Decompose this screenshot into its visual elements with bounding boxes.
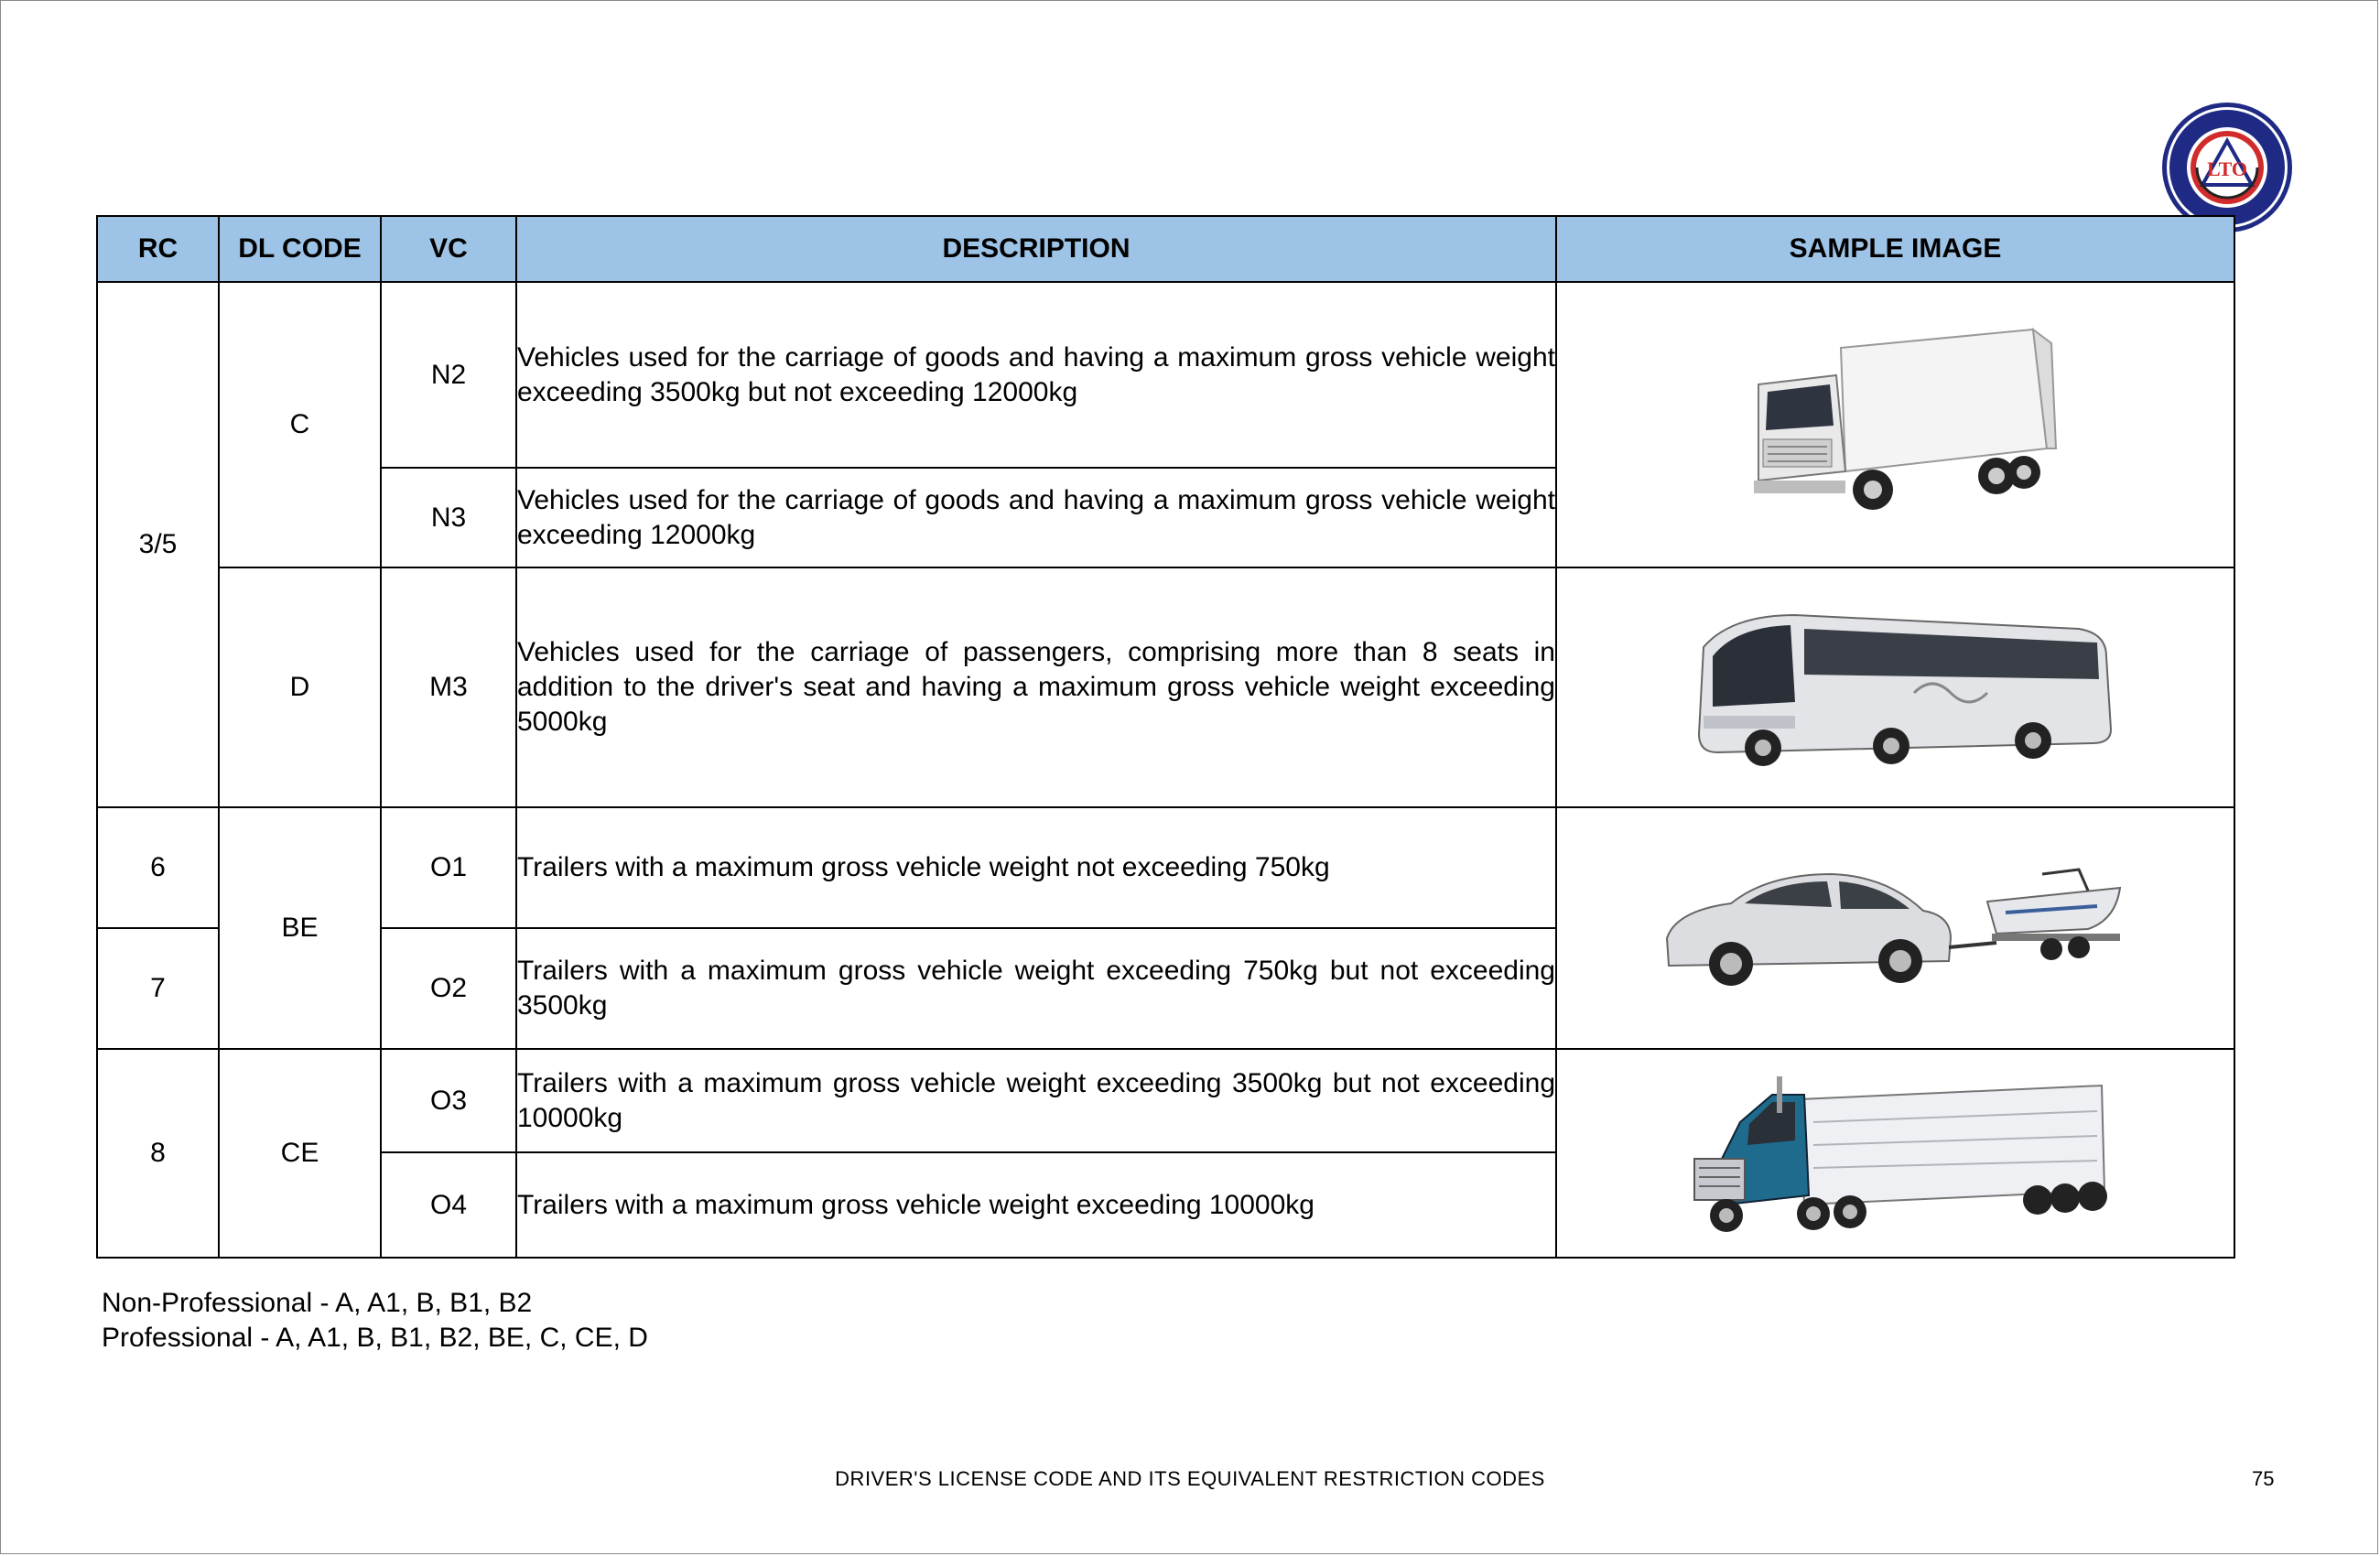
header-rc: RC (97, 216, 219, 282)
table-header-row (97, 216, 2234, 282)
vc-cell: M3 (381, 567, 516, 807)
rc-cell: 6 (97, 807, 219, 928)
sample-image-car-trailer (1556, 807, 2234, 1049)
description-cell: Vehicles used for the carriage of passengers, comprising more than 8 seats in addition to the driver's seat and having a maximum gross vehicle weight exceeding 5000kg (516, 567, 1556, 807)
semi-truck-image (1676, 1058, 2115, 1241)
table-row (97, 807, 2234, 928)
description-cell: Trailers with a maximum gross vehicle weight exceeding 3500kg but not exceeding 10000kg (516, 1049, 1556, 1152)
description-cell: Trailers with a maximum gross vehicle weight not exceeding 750kg (516, 807, 1556, 928)
vc-cell: O2 (381, 928, 516, 1049)
vc-cell: O3 (381, 1049, 516, 1152)
vc-cell: O4 (381, 1152, 516, 1258)
header-sample-image: SAMPLE IMAGE (1556, 216, 2234, 282)
restriction-code-table (96, 215, 2235, 1259)
description-cell: Trailers with a maximum gross vehicle weight exceeding 10000kg (516, 1152, 1556, 1258)
sample-image-semi-truck (1556, 1049, 2234, 1258)
rc-cell: 8 (97, 1049, 219, 1258)
svg-text:LTO: LTO (2206, 157, 2248, 180)
sample-image-box-truck (1556, 282, 2234, 567)
dl-code-cell: BE (219, 807, 381, 1049)
header-description: DESCRIPTION (516, 216, 1556, 282)
non-professional-note: Non-Professional - A, A1, B, B1, B2 (102, 1288, 533, 1318)
description-cell: Vehicles used for the carriage of goods and having a maximum gross vehicle weight exceeding 3500kg but not exceeding 12000kg (516, 282, 1556, 468)
dl-code-cell: CE (219, 1049, 381, 1258)
sample-image-bus (1556, 567, 2234, 807)
professional-note: Professional - A, A1, B, B1, B2, BE, C, CE, D (102, 1323, 648, 1353)
license-notes (102, 1286, 648, 1356)
table-row (97, 282, 2234, 468)
rc-cell: 3/5 (97, 282, 219, 807)
table-row (97, 567, 2234, 807)
vc-cell: N3 (381, 468, 516, 567)
header-dl-code: DL CODE (219, 216, 381, 282)
description-cell: Trailers with a maximum gross vehicle weight exceeding 750kg but not exceeding 3500kg (516, 928, 1556, 1049)
page-number: 75 (2252, 1467, 2275, 1490)
box-truck-image (1722, 311, 2070, 531)
rc-cell: 7 (97, 928, 219, 1049)
description-cell: Vehicles used for the carriage of goods and having a maximum gross vehicle weight exceeding 12000kg (516, 468, 1556, 567)
vc-cell: O1 (381, 807, 516, 928)
coach-bus-image (1676, 592, 2115, 775)
header-vc: VC (381, 216, 516, 282)
table-row (97, 1049, 2234, 1152)
footer-title: DRIVER'S LICENSE CODE AND ITS EQUIVALENT RESTRICTION CODES (835, 1467, 1545, 1490)
vc-cell: N2 (381, 282, 516, 468)
car-boat-trailer-image (1658, 847, 2134, 1002)
dl-code-cell: C (219, 282, 381, 567)
dl-code-cell: D (219, 567, 381, 807)
